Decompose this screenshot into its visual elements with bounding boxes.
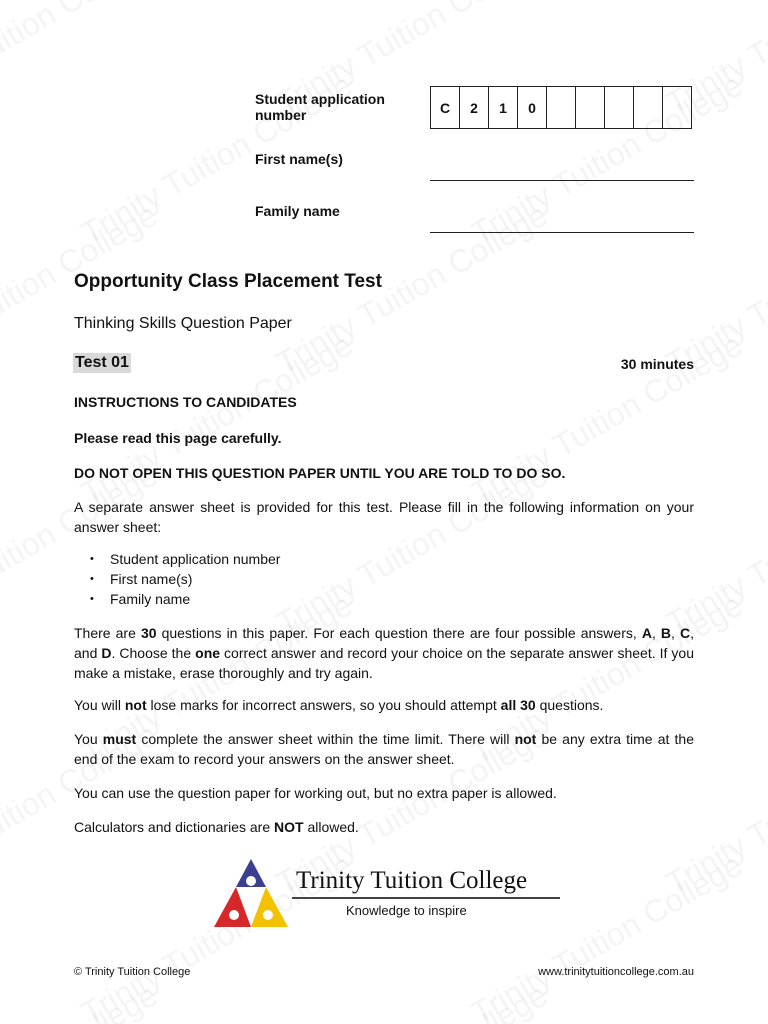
first-name-field[interactable] (430, 180, 694, 181)
read-carefully-note: Please read this page carefully. (74, 430, 282, 446)
page-title: Opportunity Class Placement Test (74, 271, 382, 292)
instructions-heading: INSTRUCTIONS TO CANDIDATES (74, 394, 297, 410)
list-item: • Family name (74, 589, 280, 609)
page-subtitle: Thinking Skills Question Paper (74, 315, 292, 332)
question-count: 30 (140, 625, 157, 641)
app-number-digit-box[interactable] (605, 87, 634, 128)
option-b: B (660, 625, 672, 641)
working-out-paragraph: You can use the question paper for working out, but no extra paper is allowed. (74, 785, 557, 801)
test-duration: 30 minutes (620, 356, 694, 372)
first-name-label: First name(s) (255, 151, 343, 167)
do-not-open-warning: DO NOT OPEN THIS QUESTION PAPER UNTIL YOU ARE TOLD TO DO SO. (74, 465, 566, 481)
app-number-digit-box[interactable] (576, 87, 605, 128)
option-d: D (101, 645, 112, 661)
text-run: There are (74, 625, 141, 641)
text-run: , and (74, 625, 694, 661)
logo-tagline: Knowledge to inspire (346, 903, 467, 918)
text-run: , (651, 625, 661, 641)
footer-copyright: © Trinity Tuition College (74, 966, 191, 978)
family-name-field[interactable] (430, 232, 694, 233)
text-run: lose marks for incorrect answers, so you should attempt (146, 697, 501, 713)
list-item: • Student application number (74, 549, 280, 569)
answer-sheet-intro: A separate answer sheet is provided for this test. Please fill in the following information on your answer sheet: (74, 499, 694, 535)
app-number-digit-box[interactable] (663, 87, 691, 128)
family-name-label: Family name (255, 203, 340, 219)
emphasis-not: not (514, 731, 537, 747)
answer-sheet-fields-list (74, 549, 280, 609)
text-run: correct answer and record your choice on the separate answer sheet. If you make a mistake, erase thoroughly and try again. (74, 645, 694, 681)
app-number-digit-box[interactable] (634, 87, 663, 128)
option-c: C (679, 625, 691, 641)
text-run: questions. (535, 697, 604, 713)
list-item: • First name(s) (74, 569, 280, 589)
logo-divider (292, 897, 560, 899)
app-number-digit-box[interactable]: 2 (460, 87, 489, 128)
text-run: be any extra time at the end of the exam to record your answers on the answer sheet. (74, 731, 694, 767)
app-number-digit-box[interactable]: 1 (489, 87, 518, 128)
text-run: You will (74, 697, 125, 713)
text-run: questions in this paper. For each question there are four possible answers, (156, 625, 642, 641)
text-run: allowed. (303, 819, 359, 835)
app-number-digit-box[interactable]: C (431, 87, 460, 128)
text-run: You (74, 731, 103, 747)
text-run: . Choose the (111, 645, 196, 661)
app-number-digit-box[interactable] (547, 87, 576, 128)
emphasis-not: not (124, 697, 147, 713)
app-number-digit-box[interactable]: 0 (518, 87, 547, 128)
app-number-label: Student application number (255, 91, 385, 123)
marks-paragraph (74, 695, 694, 715)
triangle-logo-icon (206, 857, 296, 932)
logo-wordmark: Trinity Tuition College (296, 867, 528, 894)
calculators-paragraph (74, 817, 694, 837)
time-limit-paragraph (74, 729, 694, 769)
emphasis-not-caps: NOT (274, 819, 304, 835)
text-run: , (671, 625, 680, 641)
footer-website[interactable]: www.trinitytuitioncollege.com.au (538, 966, 694, 978)
emphasis-one: one (195, 645, 221, 661)
text-run: Calculators and dictionaries are (74, 819, 274, 835)
test-label: Test 01 (75, 354, 129, 371)
option-a: A (641, 625, 652, 641)
app-number-boxes[interactable] (430, 86, 692, 129)
questions-paragraph (74, 623, 694, 683)
emphasis-all-30: all 30 (500, 697, 536, 713)
text-run: complete the answer sheet within the time limit. There will (136, 731, 515, 747)
emphasis-must: must (102, 731, 137, 747)
college-logo (206, 857, 566, 932)
